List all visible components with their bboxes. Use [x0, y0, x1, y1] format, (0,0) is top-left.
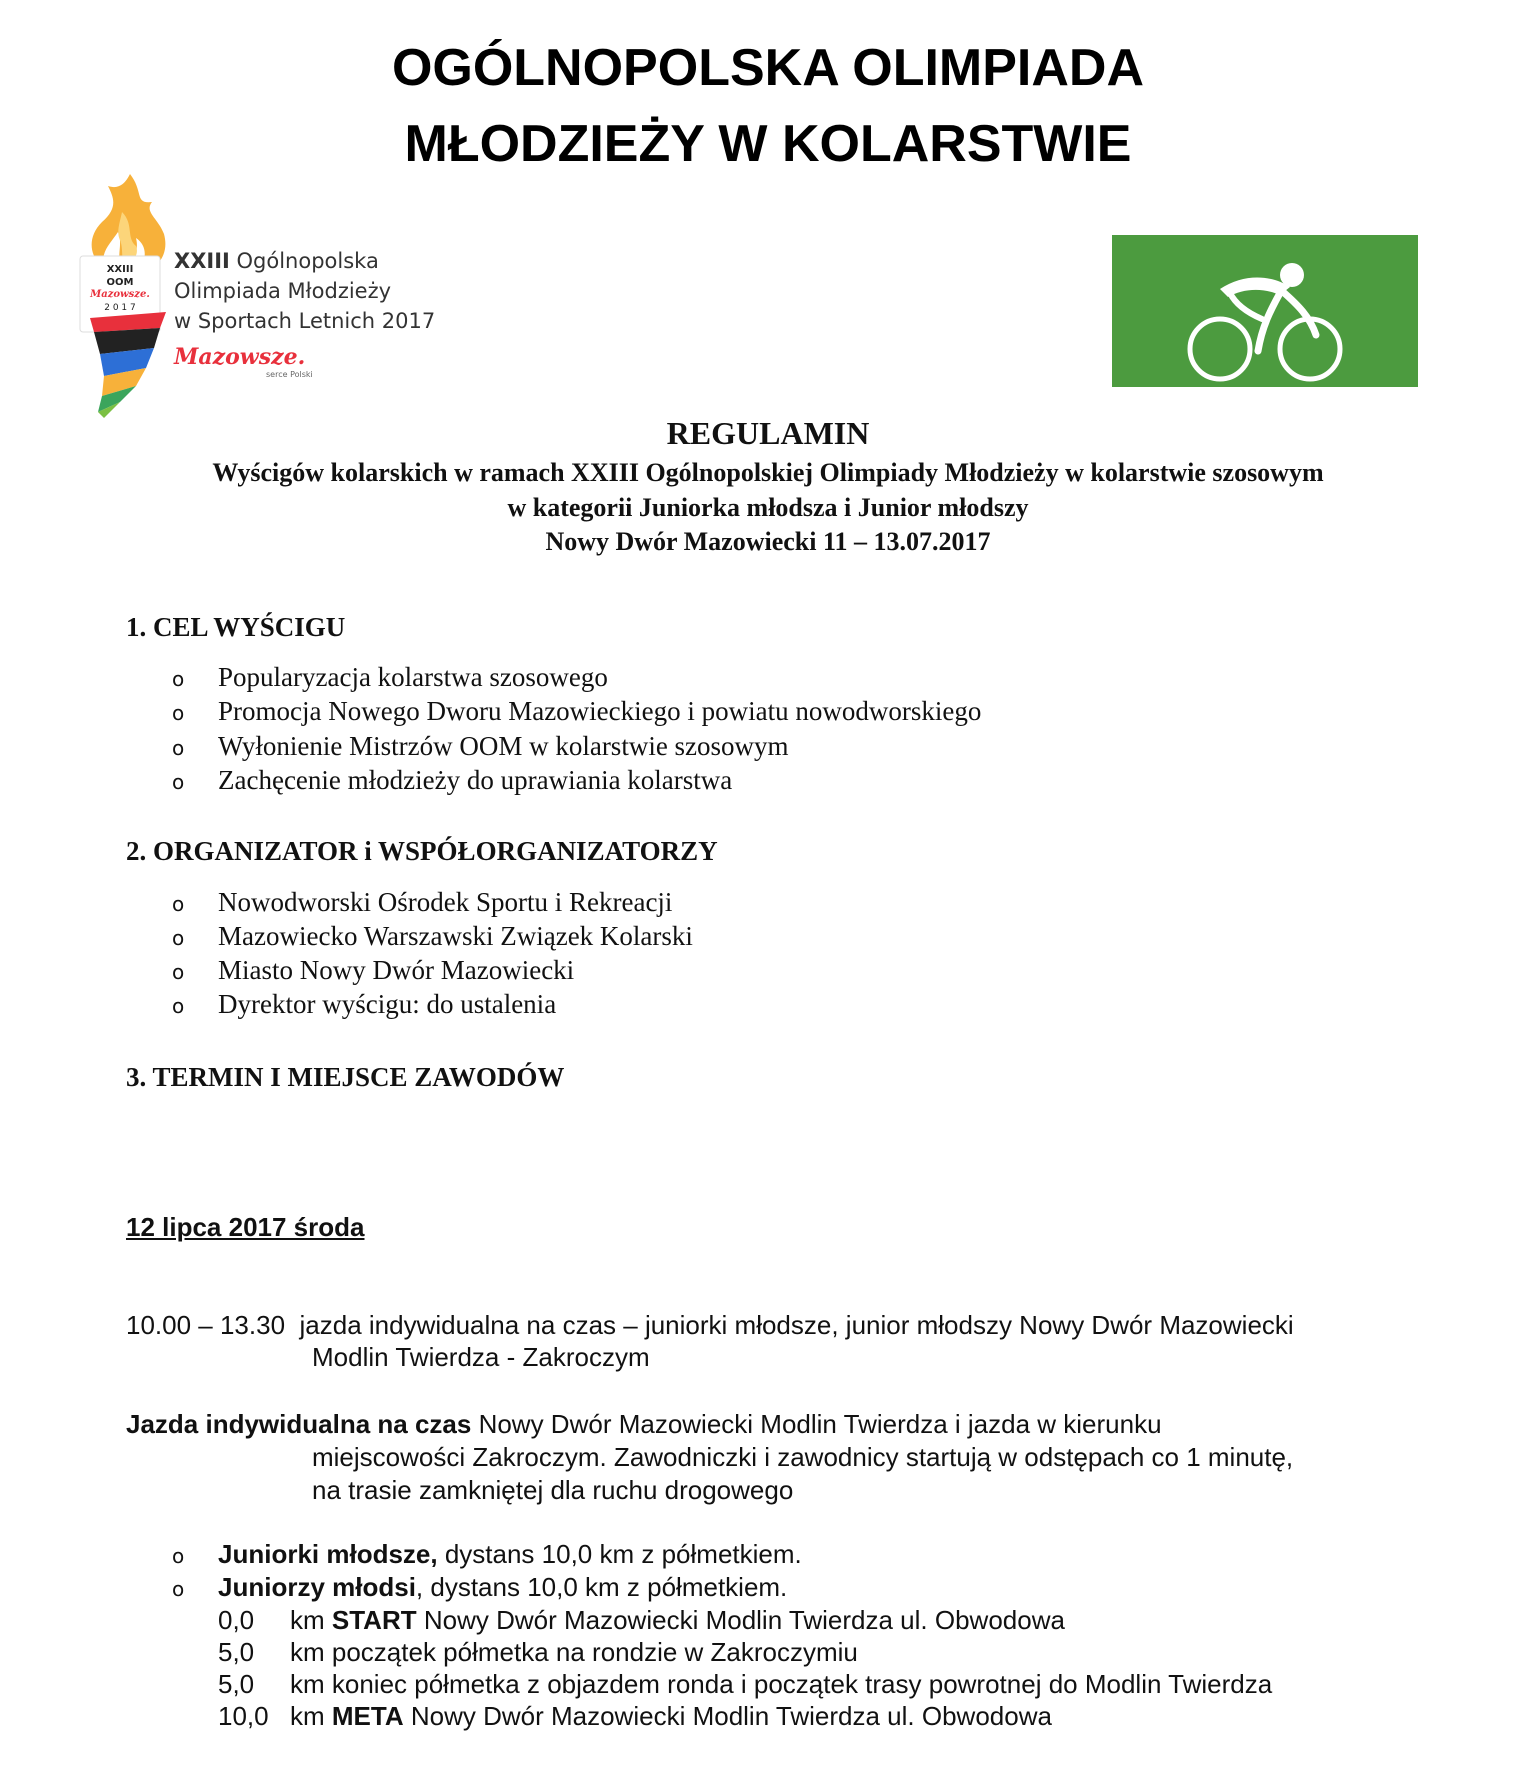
- mazowsze-tagline: serce Polski: [266, 370, 313, 379]
- itt-line2: miejscowości Zakroczym. Zawodniczki i zawodnicy startują w odstępach co 1 minutę,: [312, 1442, 1294, 1472]
- schedule-entry: [126, 1309, 1294, 1342]
- route-row: 5,0 km koniec półmetka z objazdem ronda i początek trasy powrotnej do Modlin Twierdza: [218, 1669, 1273, 1699]
- route-row: 0,0 km START Nowy Dwór Mazowiecki Modlin Twierdza ul. Obwodowa: [218, 1605, 1065, 1635]
- logo-text-line2: Olimpiada Młodzieży: [174, 279, 392, 303]
- section-2-heading: 2. ORGANIZATOR i WSPÓŁORGANIZATORZY: [126, 836, 718, 866]
- cycling-pictogram: [1112, 235, 1418, 387]
- itt-bold: Jazda indywidualna na czas: [126, 1409, 472, 1439]
- logo-text-bold: XXIII: [174, 249, 230, 273]
- itt-line3: na trasie zamkniętej dla ruchu drogowego: [312, 1475, 794, 1505]
- bullet-icon: o: [172, 892, 185, 916]
- list-item: o Zachęcenie młodzieży do uprawiania kolarstwa: [172, 763, 732, 797]
- bullet-icon: o: [172, 667, 185, 691]
- cyclist-icon: [1112, 235, 1418, 387]
- bullet-icon: o: [172, 960, 185, 984]
- route-row: 10,0 km META Nowy Dwór Mazowiecki Modlin Twierdza ul. Obwodowa: [218, 1701, 1052, 1731]
- logo-text-line3: w Sportach Letnich 2017: [174, 309, 436, 333]
- section-1-heading: 1. CEL WYŚCIGU: [126, 612, 346, 642]
- bullet-icon: o: [172, 994, 185, 1018]
- mazowsze-brand: Mazowsze.: [174, 344, 306, 370]
- torch-icon: [74, 172, 174, 420]
- list-item: o Wyłonienie Mistrzów OOM w kolarstwie szosowym: [172, 729, 789, 763]
- bullet-icon: o: [172, 701, 185, 725]
- oom-logo: [74, 172, 434, 420]
- list-item: o Juniorki młodsze, dystans 10,0 km z półmetkiem.: [172, 1538, 802, 1573]
- list-item: o Juniorzy młodsi, dystans 10,0 km z półmetkiem.: [172, 1571, 787, 1606]
- list-item: o Promocja Nowego Dworu Mazowieckiego i powiatu nowodworskiego: [172, 694, 981, 728]
- route-row: 5,0 km początek półmetka na rondzie w Zakroczymiu: [218, 1637, 858, 1667]
- list-item: o Popularyzacja kolarstwa szosowego: [172, 660, 608, 694]
- regulamin-title: REGULAMIN: [666, 415, 870, 451]
- schedule-entry-line1: jazda indywidualna na czas – juniorki młodsze, junior młodszy Nowy Dwór Mazowiecki: [299, 1310, 1294, 1340]
- schedule-entry-line2: Modlin Twierdza - Zakroczym: [312, 1342, 650, 1372]
- torch-brand: Mazowsze.: [90, 289, 150, 300]
- regulamin-subtitle-3: Nowy Dwór Mazowiecki 11 – 13.07.2017: [545, 527, 991, 556]
- schedule-time: 10.00 – 13.30: [126, 1310, 286, 1340]
- regulamin-subtitle-1: Wyścigów kolarskich w ramach XXIII Ogólnopolskiej Olimpiady Młodzieży w kolarstwie szosowym: [212, 458, 1324, 487]
- main-title-line2: MŁODZIEŻY W KOLARSTWIE: [404, 115, 1132, 173]
- oom-logo-text: [174, 246, 435, 336]
- bullet-icon: o: [172, 1577, 185, 1601]
- list-item: o Miasto Nowy Dwór Mazowiecki: [172, 953, 574, 987]
- list-item: o Mazowiecko Warszawski Związek Kolarski: [172, 919, 693, 953]
- main-title-line1: OGÓLNOPOLSKA OLIMPIADA: [391, 39, 1145, 97]
- list-item: o Nowodworski Ośrodek Sportu i Rekreacji: [172, 885, 672, 919]
- regulamin-subtitle-2: w kategorii Juniorka młodsza i Junior młodszy: [507, 493, 1029, 522]
- itt-paragraph: [126, 1408, 1162, 1441]
- bullet-icon: o: [172, 1544, 185, 1568]
- section-3-heading: 3. TERMIN I MIEJSCE ZAWODÓW: [126, 1062, 565, 1092]
- itt-line1: Nowy Dwór Mazowiecki Modlin Twierdza i jazda w kierunku: [471, 1409, 1162, 1439]
- logo-text-line1: Ogólnopolska: [229, 249, 379, 273]
- bullet-icon: o: [172, 736, 185, 760]
- schedule-date: 12 lipca 2017 środa: [126, 1212, 365, 1242]
- list-item: o Dyrektor wyścigu: do ustalenia: [172, 987, 556, 1021]
- bullet-icon: o: [172, 926, 185, 950]
- torch-xxiii: XXIII: [106, 264, 134, 275]
- torch-year: 2 0 1 7: [104, 303, 136, 313]
- bullet-icon: o: [172, 770, 185, 794]
- torch-oom: OOM: [106, 277, 134, 288]
